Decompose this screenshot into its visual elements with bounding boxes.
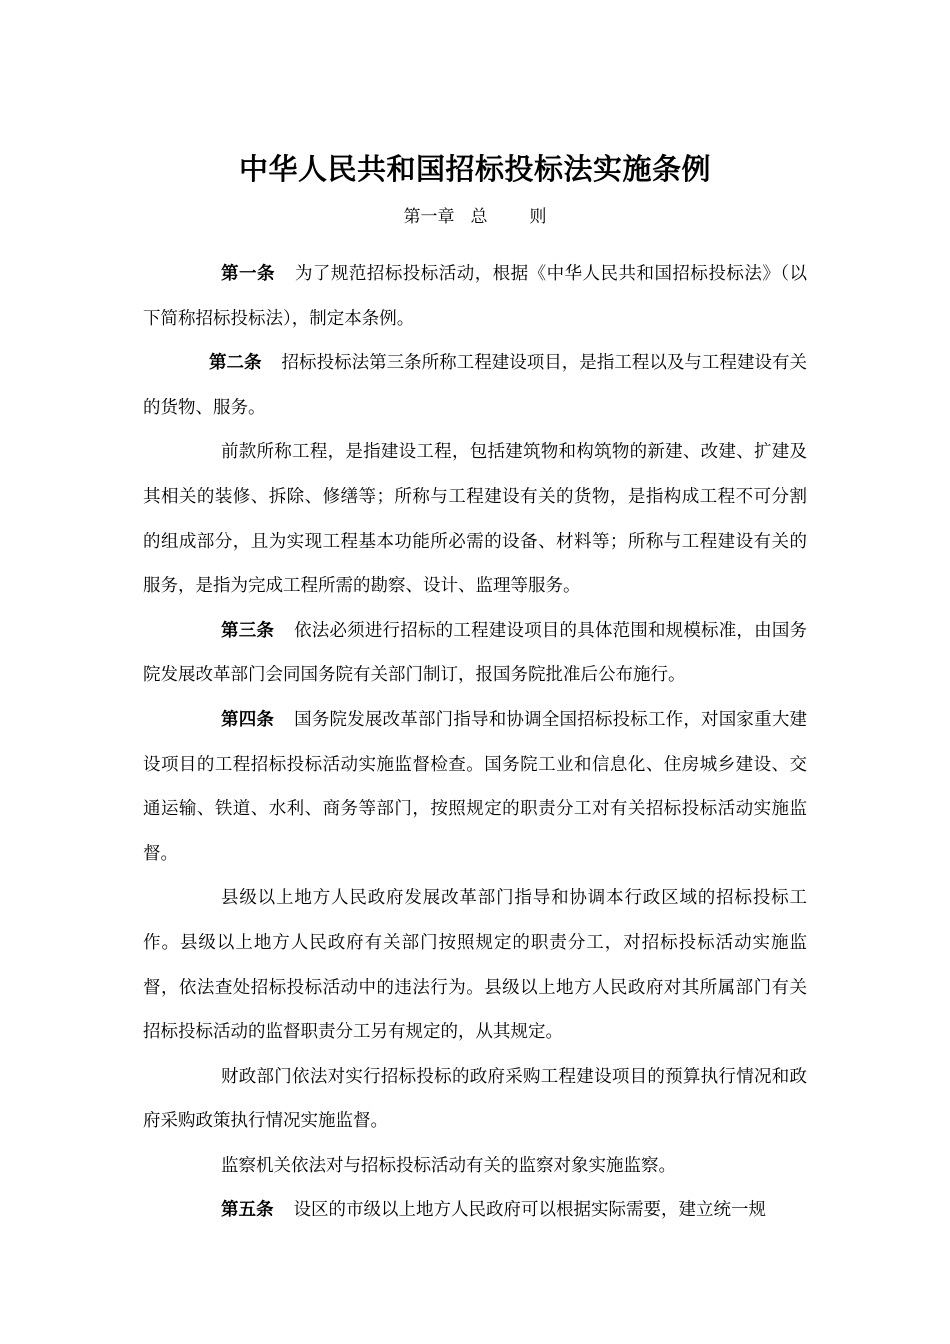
article-number: 第四条 xyxy=(221,709,275,730)
paragraph xyxy=(143,1144,807,1189)
article-paragraph xyxy=(143,252,807,341)
article-paragraph xyxy=(143,698,807,876)
article-paragraph xyxy=(143,1188,807,1233)
article-paragraph xyxy=(143,609,807,698)
paragraph-text: 监察机关依法对与招标投标活动有关的监察对象实施监察。 xyxy=(221,1155,676,1176)
chapter-number: 第一章 xyxy=(403,207,455,227)
chapter-name-part2: 则 xyxy=(529,207,547,227)
article-number: 第一条 xyxy=(221,264,275,284)
paragraph-text: 县级以上地方人民政府发展改革部门指导和协调本行政区域的招标投标工作。县级以上地方人民政府有关部门按照规定的职责分工，对招标投标活动实施监督，依法查处招标投标活动中的违法行为。县级以上地方人民政府对其所属部门有关招标投标活动的监督职责分工另有规定的，从其规定。 xyxy=(143,888,807,1043)
paragraph-text: 依法必须进行招标的工程建设项目的具体范围和规模标准，由国务院发展改革部门会同国务院有关部门制订，报国务院批准后公布施行。 xyxy=(143,620,808,686)
article-number: 第五条 xyxy=(221,1200,274,1221)
article-paragraph xyxy=(143,341,807,430)
paragraph-text: 招标投标法第三条所称工程建设项目，是指工程以及与工程建设有关的货物、服务。 xyxy=(143,353,807,418)
chapter-name-part1: 总 xyxy=(470,207,488,227)
paragraph-text: 前款所称工程，是指建设工程，包括建筑物和构筑物的新建、改建、扩建及其相关的装修、拆除、修缮等；所称与工程建设有关的货物，是指构成工程不可分割的组成部分，且为实现工程基本功能所必需的设备、材料等；所称与工程建设有关的服务，是指为完成工程所需的勘察、设计、监理等服务。 xyxy=(143,442,807,597)
article-number: 第二条 xyxy=(209,353,262,374)
paragraph xyxy=(143,1055,807,1144)
paragraph-text: 财政部门依法对实行招标投标的政府采购工程建设项目的预算执行情况和政府采购政策执行情况实施监督。 xyxy=(143,1066,807,1132)
paragraph-text: 设区的市级以上地方人民政府可以根据实际需要，建立统一规 xyxy=(293,1200,766,1221)
article-number: 第三条 xyxy=(221,620,275,641)
document-body xyxy=(143,252,807,1233)
paragraph xyxy=(143,430,807,608)
document-title: 中华人民共和国招标投标法实施条例 xyxy=(238,152,711,187)
chapter-heading xyxy=(0,202,950,232)
paragraph-text: 国务院发展改革部门指导和协调全国招标投标工作，对国家重大建设项目的工程招标投标活动实施监督检查。国务院工业和信息化、住房城乡建设、交通运输、铁道、水利、商务等部门，按照规定的职责分工对有关招标投标活动实施监督。 xyxy=(143,709,808,864)
paragraph-text: 为了规范招标投标活动，根据《中华人民共和国招标投标法》（以下简称招标投标法），制定本条例。 xyxy=(143,264,808,329)
paragraph xyxy=(143,876,807,1054)
